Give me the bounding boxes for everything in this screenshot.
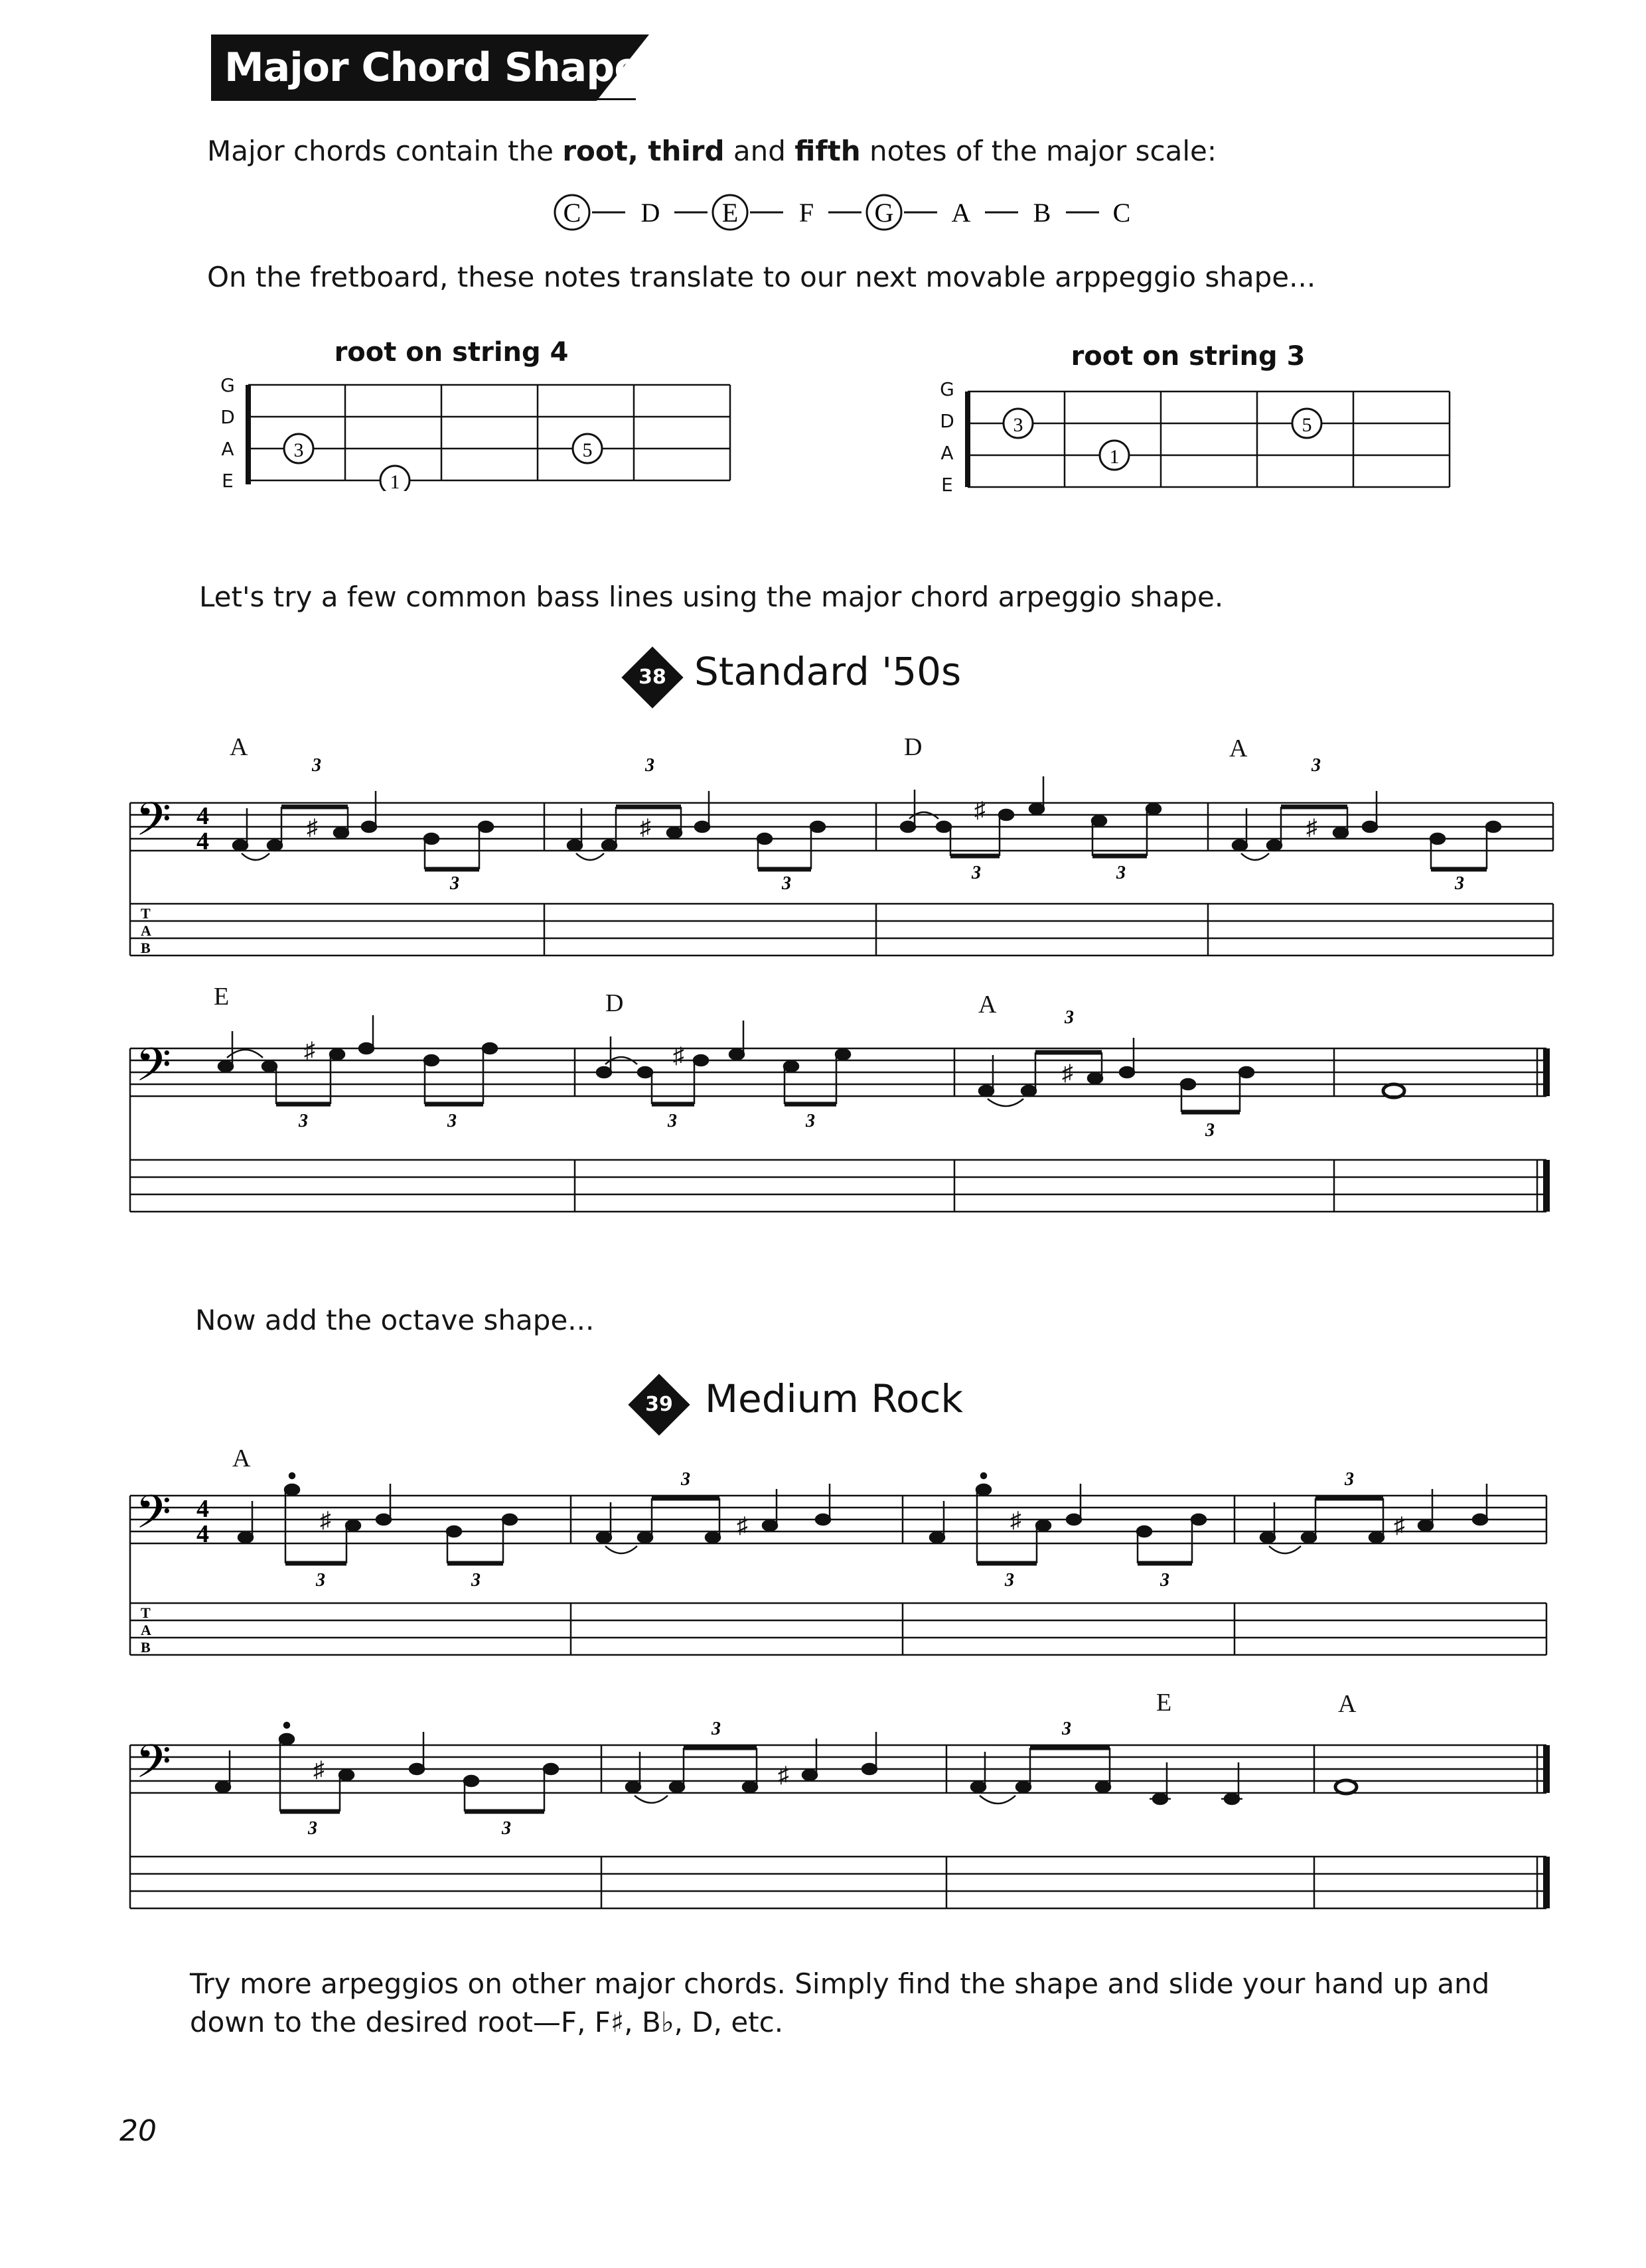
svg-text:♯: ♯ bbox=[737, 1514, 748, 1538]
tuplet-mark: 3 bbox=[711, 1719, 721, 1739]
tuplet-mark: 3 bbox=[806, 1111, 815, 1131]
tuplet-mark: 3 bbox=[1062, 1719, 1071, 1739]
time-signature-top: 4 bbox=[196, 802, 209, 830]
chord-symbol: E bbox=[214, 983, 230, 1011]
intro-line-2: On the fretboard, these notes translate to our next movable arppeggio shape... bbox=[207, 261, 1316, 293]
string-label: G bbox=[220, 374, 235, 396]
svg-text:♯: ♯ bbox=[640, 815, 651, 840]
string-label: D bbox=[940, 410, 954, 432]
tab-label: B bbox=[141, 940, 151, 956]
page-number: 20 bbox=[119, 2114, 157, 2148]
tuplet-mark: 3 bbox=[312, 756, 321, 776]
tab-label: A bbox=[141, 1622, 151, 1638]
string-label: G bbox=[940, 378, 954, 400]
tuplet-mark: 3 bbox=[299, 1111, 308, 1131]
tuplet-mark: 3 bbox=[1160, 1570, 1169, 1591]
time-signature-bottom: 4 bbox=[196, 827, 209, 855]
chord-symbol: D bbox=[605, 989, 624, 1017]
tuplet-mark: 3 bbox=[1065, 1009, 1074, 1028]
string-label: E bbox=[222, 470, 234, 492]
major-scale bbox=[544, 186, 1142, 239]
tuplet-mark: 3 bbox=[782, 873, 791, 894]
svg-text:♯: ♯ bbox=[304, 1038, 315, 1063]
svg-text:♯: ♯ bbox=[1010, 1508, 1021, 1533]
diagram-title: root on string 4 bbox=[334, 337, 569, 368]
finger-number: 3 bbox=[1013, 414, 1023, 436]
notation-system bbox=[119, 1009, 1580, 1234]
chord-symbol: E bbox=[1156, 1689, 1172, 1717]
tab-label: A bbox=[141, 922, 151, 939]
scale-note: A bbox=[951, 198, 971, 228]
bass-clef-icon: 𝄢 bbox=[135, 795, 172, 857]
fretboard-diagram-string-4 bbox=[246, 378, 737, 491]
scale-note: C bbox=[563, 198, 581, 228]
tuplet-mark: 3 bbox=[502, 1818, 511, 1839]
time-signature-top: 4 bbox=[196, 1495, 209, 1523]
finger-number: 1 bbox=[390, 471, 400, 491]
svg-text:♯: ♯ bbox=[1394, 1514, 1405, 1538]
tab-label: T bbox=[141, 905, 151, 922]
finger-number: 1 bbox=[1109, 446, 1120, 468]
string-label: D bbox=[220, 406, 235, 428]
finger-number: 5 bbox=[582, 439, 593, 461]
track-number: 38 bbox=[638, 666, 666, 689]
tuplet-mark: 3 bbox=[1005, 1570, 1014, 1591]
closing-line-1: Try more arpeggios on other major chords. Simply find the shape and slide your hand up and bbox=[190, 1967, 1490, 2000]
octave-note: Now add the octave shape... bbox=[195, 1304, 595, 1336]
scale-note: E bbox=[721, 198, 739, 228]
tuplet-mark: 3 bbox=[316, 1570, 325, 1591]
scale-note: C bbox=[1112, 198, 1131, 228]
title-underline bbox=[211, 98, 636, 100]
fretboard-diagram-string-3 bbox=[965, 385, 1456, 498]
scale-note: G bbox=[874, 198, 894, 228]
scale-note: D bbox=[640, 198, 660, 228]
bass-clef-icon: 𝄢 bbox=[135, 1488, 172, 1549]
tuplet-mark: 3 bbox=[1116, 863, 1126, 883]
tuplet-mark: 3 bbox=[1205, 1120, 1215, 1141]
tuplet-mark: 3 bbox=[1311, 756, 1321, 776]
chord-symbol: A bbox=[232, 1445, 251, 1472]
lead-in-text: Let's try a few common bass lines using the major chord arpeggio shape. bbox=[199, 581, 1224, 613]
notation-system bbox=[119, 756, 1580, 982]
notation-system bbox=[119, 1712, 1580, 1938]
svg-text:♯: ♯ bbox=[1306, 815, 1317, 840]
chord-symbol: A bbox=[978, 991, 997, 1019]
svg-text:♯: ♯ bbox=[307, 815, 318, 840]
diagram-title: root on string 3 bbox=[1071, 341, 1306, 372]
svg-text:♯: ♯ bbox=[1062, 1061, 1073, 1086]
tuplet-mark: 3 bbox=[308, 1818, 317, 1839]
svg-text:♯: ♯ bbox=[778, 1763, 789, 1788]
page-title: Major Chord Shapes bbox=[224, 44, 664, 91]
tuplet-mark: 3 bbox=[1455, 873, 1464, 894]
svg-text:♯: ♯ bbox=[313, 1758, 325, 1782]
tuplet-mark: 3 bbox=[668, 1111, 677, 1131]
tuplet-mark: 3 bbox=[972, 863, 981, 883]
tuplet-mark: 3 bbox=[447, 1111, 457, 1131]
chord-symbol: A bbox=[1338, 1690, 1357, 1718]
finger-number: 5 bbox=[1302, 414, 1312, 436]
svg-text:♯: ♯ bbox=[320, 1508, 331, 1533]
tuplet-mark: 3 bbox=[1345, 1469, 1354, 1490]
tab-label: B bbox=[141, 1639, 151, 1656]
scale-note: B bbox=[1033, 198, 1051, 228]
finger-number: 3 bbox=[293, 439, 304, 461]
intro-line-1: Major chords contain the root, third and fifth notes of the major scale: bbox=[207, 135, 1217, 167]
bass-clef-icon: 𝄢 bbox=[135, 1737, 172, 1799]
string-label: A bbox=[221, 438, 234, 460]
bass-clef-icon: 𝄢 bbox=[135, 1040, 172, 1102]
tuplet-mark: 3 bbox=[450, 873, 459, 894]
tuplet-mark: 3 bbox=[471, 1570, 481, 1591]
svg-text:♯: ♯ bbox=[673, 1044, 684, 1068]
notation-system bbox=[119, 1460, 1580, 1685]
time-signature-bottom: 4 bbox=[196, 1520, 209, 1548]
svg-text:♯: ♯ bbox=[974, 798, 986, 823]
tab-label: T bbox=[141, 1604, 151, 1621]
string-label: A bbox=[940, 442, 954, 464]
tuplet-mark: 3 bbox=[681, 1469, 690, 1490]
closing-line-2: down to the desired root—F, F♯, B♭, D, etc. bbox=[190, 2006, 784, 2038]
string-label: E bbox=[941, 474, 953, 496]
track-number: 39 bbox=[645, 1393, 673, 1416]
tuplet-mark: 3 bbox=[645, 756, 654, 776]
scale-note: F bbox=[798, 198, 814, 228]
example-title: Standard '50s bbox=[694, 649, 962, 694]
chord-symbol: A bbox=[230, 733, 248, 761]
chord-symbol: A bbox=[1229, 735, 1248, 762]
chord-symbol: D bbox=[904, 733, 923, 761]
example-title: Medium Rock bbox=[705, 1376, 964, 1421]
